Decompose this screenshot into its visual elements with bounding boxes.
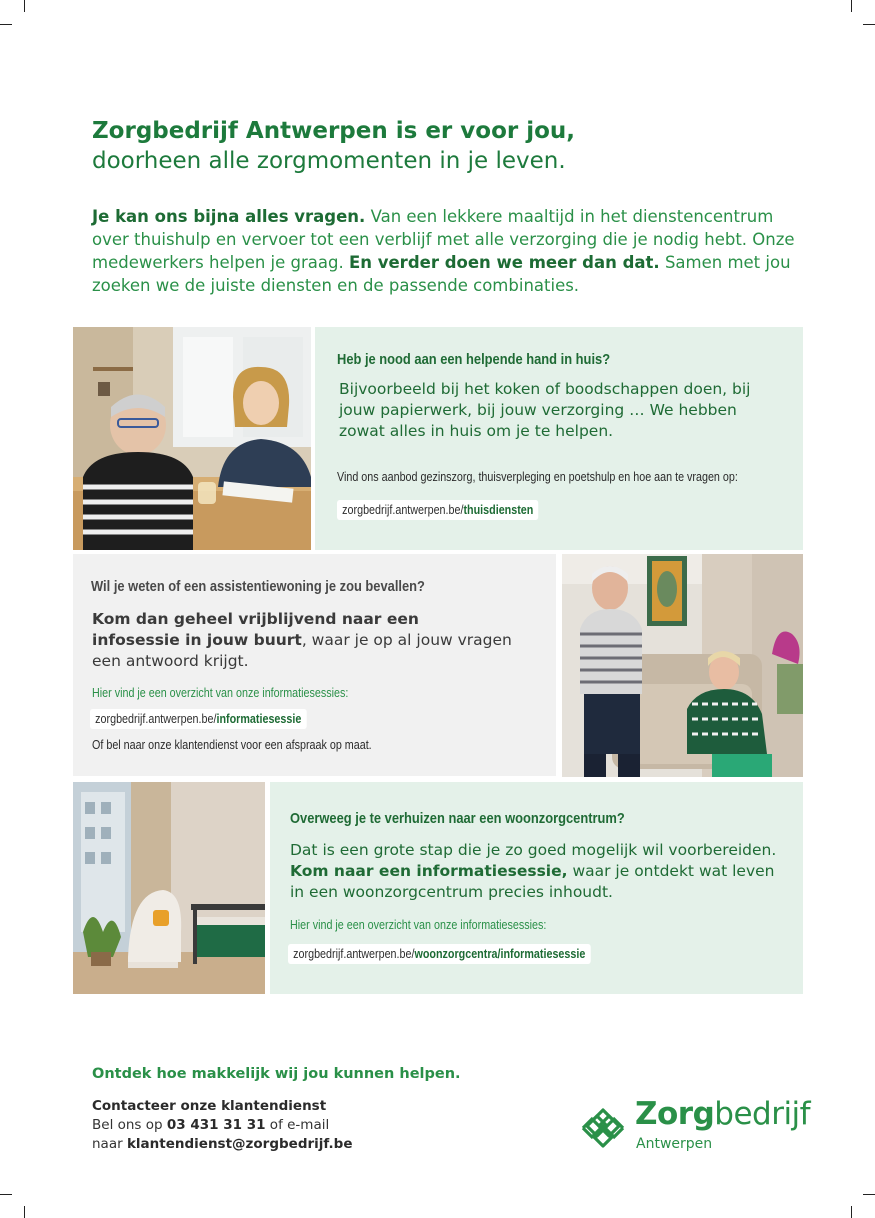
- link-thuisdiensten[interactable]: [337, 500, 539, 520]
- logo-wordmark: [635, 1096, 810, 1132]
- link-woonzorgcentra[interactable]: [288, 944, 590, 964]
- phone-suffix: of e-mail: [265, 1117, 330, 1133]
- link-path: thuisdiensten: [463, 503, 534, 517]
- link-path: woonzorgcentra/informatiesessie: [414, 947, 586, 961]
- panel-assisted-living: [73, 554, 556, 776]
- contact-title: Contacteer onze klantendienst: [92, 1098, 327, 1114]
- panel-care-center: [270, 782, 803, 994]
- section3-title: Overweeg je te verhuizen naar een woonzorgcentrum?: [290, 810, 625, 827]
- section2-call: Of bel naar onze klantendienst voor een afspraak op maat.: [92, 738, 372, 752]
- phone-prefix: Bel ons op: [92, 1117, 167, 1133]
- intro-text-2: Samen met jou zoeken we de juiste diensten en de passende combinaties.: [92, 253, 791, 295]
- link-informatiesessie[interactable]: [90, 709, 306, 729]
- crop-mark: [851, 0, 852, 12]
- crop-mark: [24, 1206, 25, 1218]
- section3-body-2: waar je ontdekt wat leven in een woonzorgcentrum precies inhoudt.: [290, 862, 775, 901]
- logo-word-1: Zorg: [635, 1096, 715, 1132]
- footer-tagline: Ontdek hoe makkelijk wij jou kunnen helpen.: [92, 1066, 461, 1082]
- crop-mark: [0, 24, 12, 25]
- section2-body: [92, 609, 512, 672]
- photo-elderly-couple: [562, 554, 803, 777]
- phone-number[interactable]: 03 431 31 31: [166, 1117, 266, 1133]
- link-path: informatiesessie: [216, 712, 302, 726]
- crop-mark: [863, 24, 875, 25]
- photo-kitchen-table: [73, 327, 311, 550]
- panel-home-help: [315, 327, 803, 550]
- email-prefix: naar: [92, 1136, 127, 1152]
- photo-assisted-room: [73, 782, 265, 994]
- section2-body-rest: , waar je op al jouw vragen een antwoord krijgt.: [92, 631, 512, 670]
- section3-note: Hier vind je een overzicht van onze informatiesessies:: [290, 918, 547, 932]
- section1-note: Vind ons aanbod gezinszorg, thuisverpleging en poetshulp en hoe aan te vragen op:: [337, 470, 738, 484]
- contact-block: [92, 1097, 352, 1154]
- section1-body: Bijvoorbeeld bij het koken of boodschappen doen, bij jouw papierwerk, bij jouw verzorging … We hebben zowat alles in huis om je te helpen.: [339, 380, 751, 440]
- headline-line-2: doorheen alle zorgmomenten in je leven.: [92, 148, 566, 174]
- section2-body-bold: Kom dan geheel vrijblijvend naar een infosessie in jouw buurt: [92, 610, 419, 649]
- section2-note: Hier vind je een overzicht van onze informatiesessies:: [92, 686, 349, 700]
- page-headline: [92, 116, 812, 176]
- link-base: zorgbedrijf.antwerpen.be/: [342, 503, 464, 517]
- intro-paragraph: [92, 205, 802, 297]
- link-base: zorgbedrijf.antwerpen.be/: [95, 712, 217, 726]
- crop-mark: [863, 1194, 875, 1195]
- intro-text-1: Van een lekkere maaltijd in het dienstencentrum over thuishulp en vervoer tot een verblijf met alle verzorging die je nodig hebt. Onze medewerkers helpen je graag.: [92, 207, 795, 272]
- headline-line-1: Zorgbedrijf Antwerpen is er voor jou,: [92, 118, 576, 144]
- section1-title: Heb je nood aan een helpende hand in huis?: [337, 351, 611, 368]
- logo-word-2: bedrijf: [714, 1096, 811, 1132]
- section3-body-bold: Kom naar een informatiesessie,: [290, 862, 568, 880]
- section2-title: Wil je weten of een assistentiewoning je zou bevallen?: [91, 578, 425, 595]
- section3-body-1: Dat is een grote stap die je zo goed mogelijk wil voorbereiden.: [290, 841, 777, 859]
- crop-mark: [24, 0, 25, 12]
- intro-bold-2: En verder doen we meer dan dat.: [348, 253, 660, 272]
- interlocking-hearts-logo-icon: [577, 1102, 629, 1154]
- logo-subtitle: Antwerpen: [636, 1136, 713, 1152]
- section3-body: [290, 840, 785, 903]
- link-base: zorgbedrijf.antwerpen.be/: [293, 947, 415, 961]
- email-address[interactable]: klantendienst@zorgbedrijf.be: [126, 1136, 353, 1152]
- crop-mark: [0, 1194, 12, 1195]
- crop-mark: [851, 1206, 852, 1218]
- intro-bold-1: Je kan ons bijna alles vragen.: [92, 207, 366, 226]
- zorgbedrijf-logo: [577, 1096, 811, 1156]
